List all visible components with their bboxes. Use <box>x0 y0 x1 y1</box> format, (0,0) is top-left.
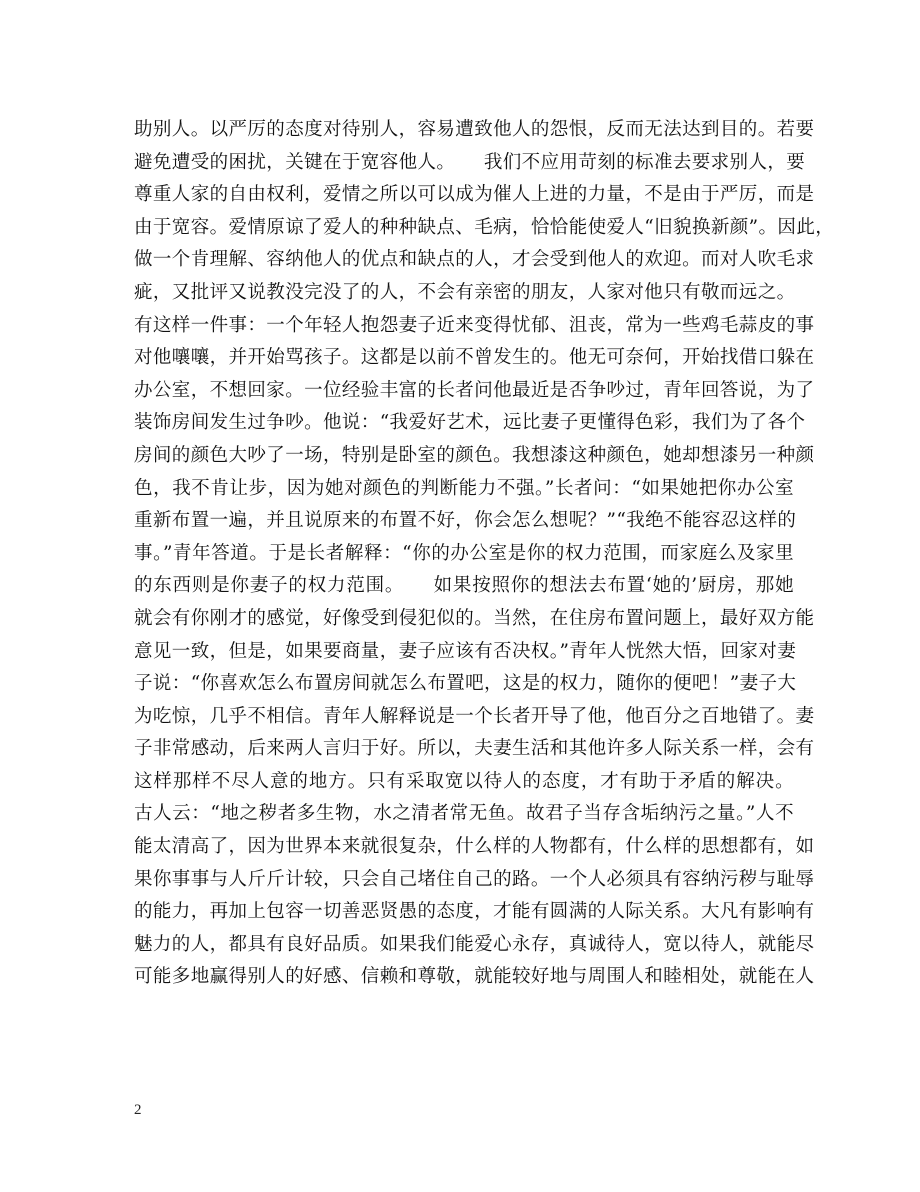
text-line: 魅力的人，都具有良好品质。如果我们能爱心永存，真诚待人，宽以待人，就能尽 <box>134 933 815 955</box>
text-line: 就会有你刚才的感觉，好像受到侵犯似的。当然，在住房布置问题上，最好双方能 <box>134 607 815 629</box>
text-line: 有这样一件事：一个年轻人抱怨妻子近来变得忧郁、沮丧，常为一些鸡毛蒜皮的事 <box>134 314 815 336</box>
text-line: 避免遭受的困扰，关键在于宽容他人。 我们不应用苛刻的标准去要求别人，要 <box>134 151 806 173</box>
text-line: 装饰房间发生过争吵。他说：“我爱好艺术，远比妻子更懂得色彩，我们为了各个 <box>134 412 806 434</box>
text-line: 能太清高了，因为世界本来就很复杂，什么样的人物都有，什么样的思想都有，如 <box>134 836 815 858</box>
text-line: 色，我不肯让步，因为她对颜色的判断能力不强。”长者问：“如果她把你办公室 <box>134 477 794 499</box>
text-line: 果你事事与人斤斤计较，只会自己堵住自己的路。一个人必须具有容纳污秽与耻辱 <box>134 868 815 890</box>
text-line: 办公室，不想回家。一位经验丰富的长者问他最近是否争吵过，青年回答说，为了 <box>134 379 815 401</box>
text-line: 疵，又批评又说教没完没了的人，不会有亲密的朋友，人家对他只有敬而远之。 <box>134 281 796 303</box>
text-line: 为吃惊，几乎不相信。青年人解释说是一个长者开导了他，他百分之百地错了。妻 <box>134 705 815 727</box>
text-line: 意见一致，但是，如果要商量，妻子应该有否决权。”青年人恍然大悟，回家对妻 <box>134 640 797 662</box>
text-line: 助别人。以严厉的态度对待别人，容易遭致他人的怨恨，反而无法达到目的。若要 <box>134 119 815 140</box>
text-line: 子说：“你喜欢怎么布置房间就怎么布置吧，这是的权力，随你的便吧！”妻子大 <box>134 673 797 695</box>
text-line: 事。”青年答道。于是长者解释：“你的办公室是你的权力范围，而家庭么及家里 <box>134 542 794 564</box>
text-line: 尊重人家的自由权利，爱情之所以可以成为催人上进的力量，不是由于严厉，而是 <box>134 184 815 206</box>
text-line: 由于宽容。爱情原谅了爱人的种种缺点、毛病，恰恰能使爱人“旧貌换新颜”。因此， <box>134 216 835 238</box>
text-line: 子非常感动，后来两人言归于好。所以，夫妻生活和其他许多人际关系一样，会有 <box>134 738 815 760</box>
text-line: 古人云：“地之秽者多生物，水之清者常无鱼。故君子当存含垢纳污之量。”人不 <box>134 803 794 825</box>
text-line: 这样那样不尽人意的地方。只有采取宽以待人的态度，才有助于矛盾的解决。 <box>134 770 794 792</box>
text-line: 的能力，再加上包容一切善恶贤愚的态度，才能有圆满的人际关系。大凡有影响有 <box>134 901 815 923</box>
text-line: 做一个肯理解、容纳他人的优点和缺点的人，才会受到他人的欢迎。而对人吹毛求 <box>134 249 815 271</box>
body-text <box>134 114 835 994</box>
text-line: 房间的颜色大吵了一场，特别是卧室的颜色。我想漆这种颜色，她却想漆另一种颜 <box>134 444 815 466</box>
page-number: 2 <box>134 1102 142 1118</box>
text-line: 重新布置一遍，并且说原来的布置不好，你会怎么想呢？”“我绝不能容忍这样的 <box>134 510 797 532</box>
text-line: 可能多地赢得别人的好感、信赖和尊敬，就能较好地与周围人和睦相处，就能在人 <box>134 966 815 988</box>
text-line: 的东西则是你妻子的权力范围。 如果按照你的想法去布置‘她的’厨房，那她 <box>134 575 794 597</box>
text-line: 对他嚷嚷，并开始骂孩子。这都是以前不曾发生的。他无可奈何，开始找借口躲在 <box>134 347 815 369</box>
